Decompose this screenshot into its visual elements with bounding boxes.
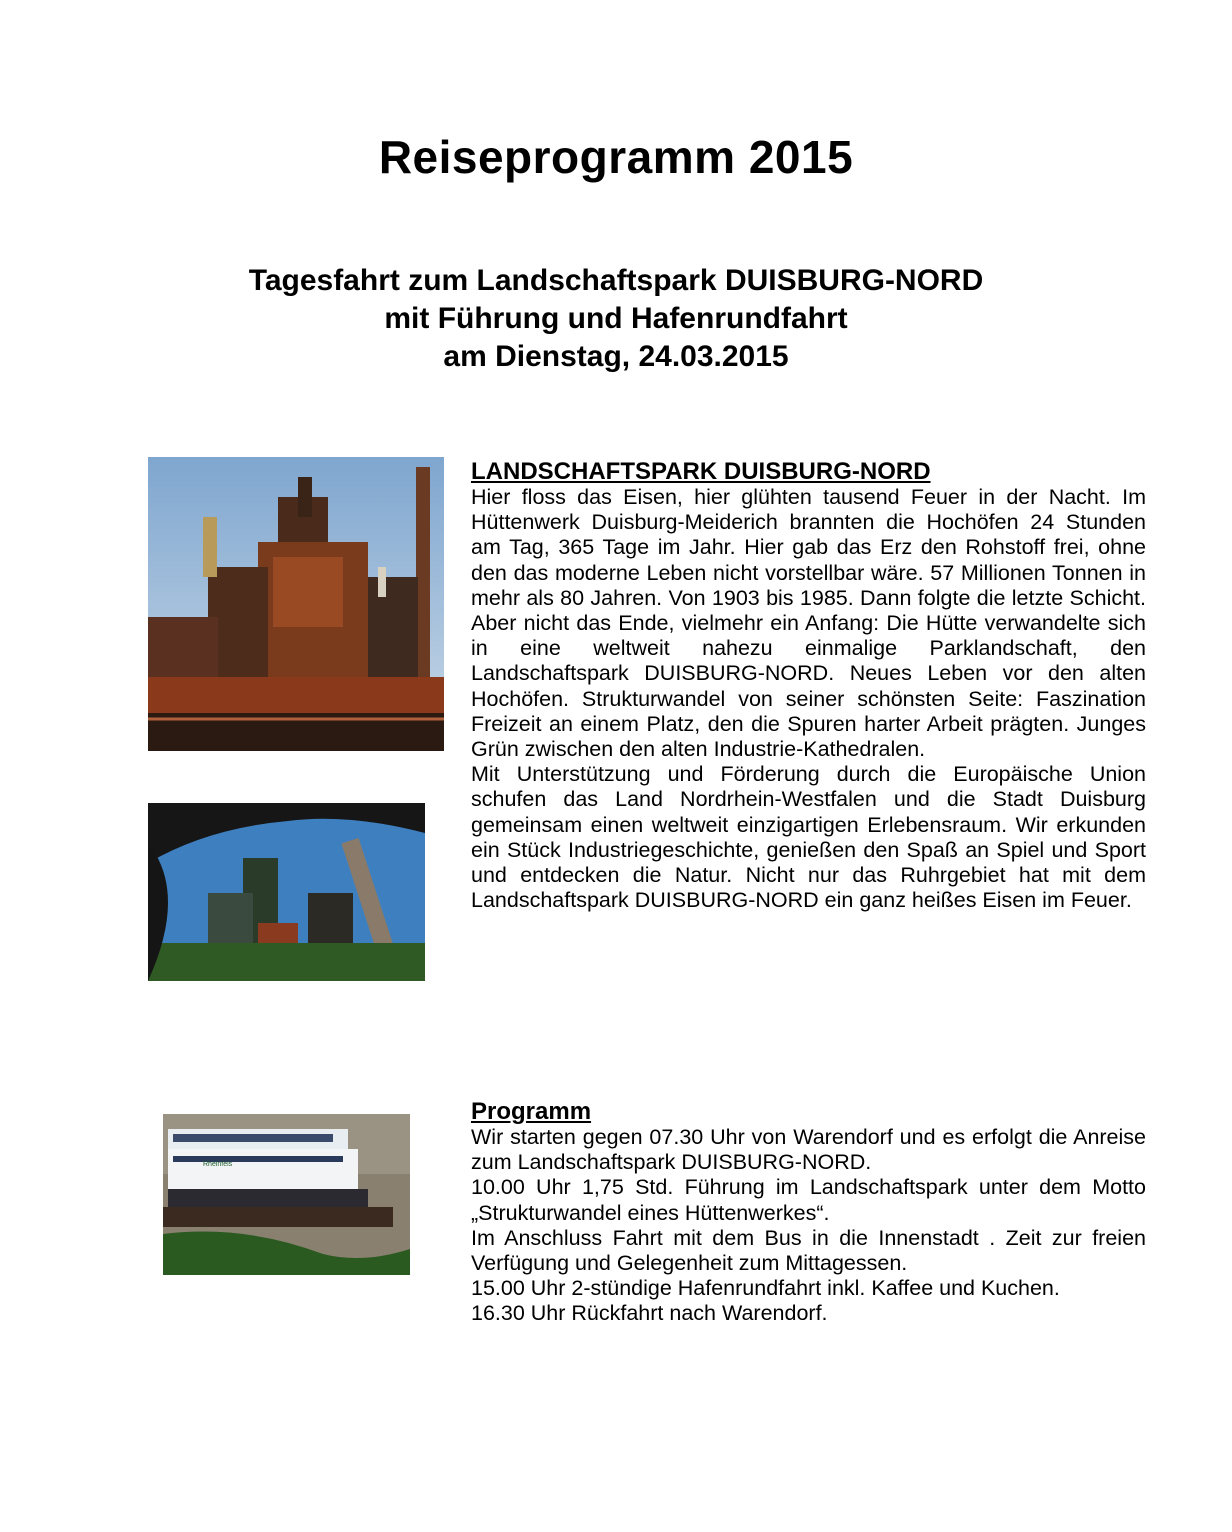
subtitle-line-3: am Dienstag, 24.03.2015 (443, 340, 789, 373)
page-title: Reiseprogramm 2015 (378, 131, 854, 183)
subtitle-line-1: Tagesfahrt zum Landschaftspark DUISBURG-NORD (248, 264, 984, 297)
programm-item: Im Anschluss Fahrt mit dem Bus in die Innenstadt . Zeit zur freien Verfügung und Gelegenheit zum Mittagessen. (471, 1225, 1146, 1276)
boat-photo (163, 1114, 410, 1275)
programm-item: 10.00 Uhr 1,75 Std. Führung im Landschaftspark unter dem Motto „Strukturwandel eines Hüttenwerkes“. (471, 1175, 1146, 1225)
park-paragraph-1: Hier floss das Eisen, hier glühten tausend Feuer in der Nacht. Im Hüttenwerk Duisburg-Meiderich brannten die Hochöfen 24 Stunden am Tag, 365 Tage im Jahr. Hier gab das Erz den Rohstoff frei, ohne den das moderne Leben nicht vorstellbar wäre. 57 Millionen Tonnen in mehr als 80 Jahren. Von 1903 bis 1985. Dann folgte die letzte Schicht. Aber nicht das Ende, vielmehr ein Anfang: Die Hütte verwandelte sich in eine weltweit nahezu einmalige Parklandschaft, den Landschaftspark DUISBURG-NORD. Neues Leben vor den alten Hochöfen. Strukturwandel von seiner schönsten Seite: Faszination Freizeit an einem Platz, den die Spuren harter Arbeit prägten. Junges Grün zwischen den alten Industrie-Kathedralen. (471, 485, 1146, 762)
park-heading: LANDSCHAFTSPARK DUISBURG-NORD (471, 458, 931, 485)
programm-item: Wir starten gegen 07.30 Uhr von Warendorf und es erfolgt die Anreise zum Landschaftspark DUISBURG-NORD. (471, 1125, 1146, 1175)
programm-item: 16.30 Uhr Rückfahrt nach Warendorf. (471, 1301, 828, 1326)
park-paragraph-2: Mit Unterstützung und Förderung durch die Europäische Union schufen das Land Nordrhein-Westfalen und die Stadt Duisburg gemeinsam einen weltweit einzigartigen Erlebensraum. Wir erkunden ein Stück Industriegeschichte, genießen den Spaß an Spiel und Sport und entdecken die Natur. Nicht nur das Ruhrgebiet hat mit dem Landschaftspark DUISBURG-NORD ein ganz heißes Eisen im Feuer. (471, 762, 1146, 913)
subtitle-line-2: mit Führung und Hafenrundfahrt (384, 302, 848, 335)
industrial-park-photo (148, 803, 425, 981)
blast-furnace-photo (148, 457, 444, 751)
programm-heading: Programm (471, 1098, 592, 1125)
trip-subtitle (0, 262, 1232, 376)
programm-item: 15.00 Uhr 2-stündige Hafenrundfahrt inkl. Kaffee und Kuchen. (471, 1276, 1060, 1301)
boat-sign: Rheinfels (203, 1161, 233, 1168)
programm-section (471, 1098, 1146, 1327)
park-section (471, 458, 1146, 913)
